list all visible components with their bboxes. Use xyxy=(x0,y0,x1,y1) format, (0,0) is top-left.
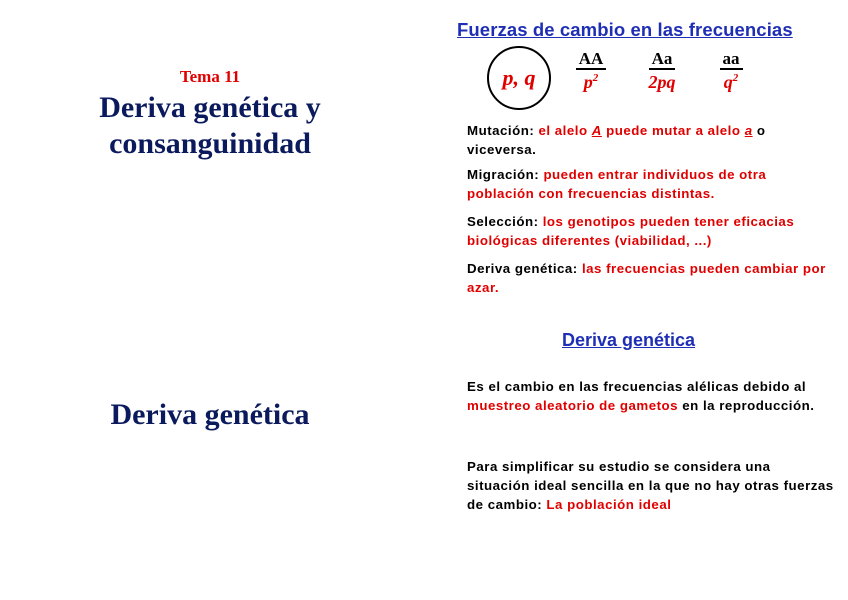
allele-a: a xyxy=(744,123,753,138)
genotype-aa xyxy=(706,50,756,93)
genotype-frequency: $q^2$ xyxy=(723,72,739,92)
drift-paragraph: Deriva genética: las frecuencias pueden cambiar por azar. xyxy=(467,261,826,295)
migration-paragraph: Migración: pueden entrar individuos de otra población con frecuencias distintas. xyxy=(467,167,767,201)
main-title-line-1: Deriva genética y xyxy=(99,91,321,124)
topic-number: Tema 11 xyxy=(179,67,241,86)
drift-definition: Es el cambio en las frecuencias alélicas debido al muestreo aleatorio de gametos en la reproducción. xyxy=(467,379,815,413)
allele-frequencies-label: p, q xyxy=(502,65,536,90)
mutation-paragraph: Mutación: el alelo A puede mutar a alelo a o viceversa. xyxy=(467,123,766,157)
ideal-population-paragraph: Para simplificar su estudio se considera una situación ideal sencilla en la que no hay otras fuerzas de cambio: La población ideal xyxy=(467,459,834,512)
genotype-name: AA xyxy=(576,50,607,70)
allele-A: A xyxy=(591,123,602,138)
allele-frequency-circle xyxy=(487,46,551,110)
drift-heading: Deriva genética xyxy=(562,330,696,350)
main-title-line-2: consanguinidad xyxy=(109,127,311,160)
genotype-Aa xyxy=(637,50,687,93)
forces-heading: Fuerzas de cambio en las frecuencias xyxy=(457,19,793,40)
main-title xyxy=(0,90,420,162)
genotype-name: Aa xyxy=(649,50,676,70)
section-title: Deriva genética xyxy=(110,398,310,431)
genotype-frequency: $p^2$ xyxy=(583,72,599,92)
genotype-frequency: 2pq xyxy=(648,72,676,92)
genotype-name: aa xyxy=(720,50,743,70)
selection-paragraph: Selección: los genotipos pueden tener eficacias biológicas diferentes (viabilidad, ...) xyxy=(467,214,795,248)
genotype-AA xyxy=(566,50,616,93)
